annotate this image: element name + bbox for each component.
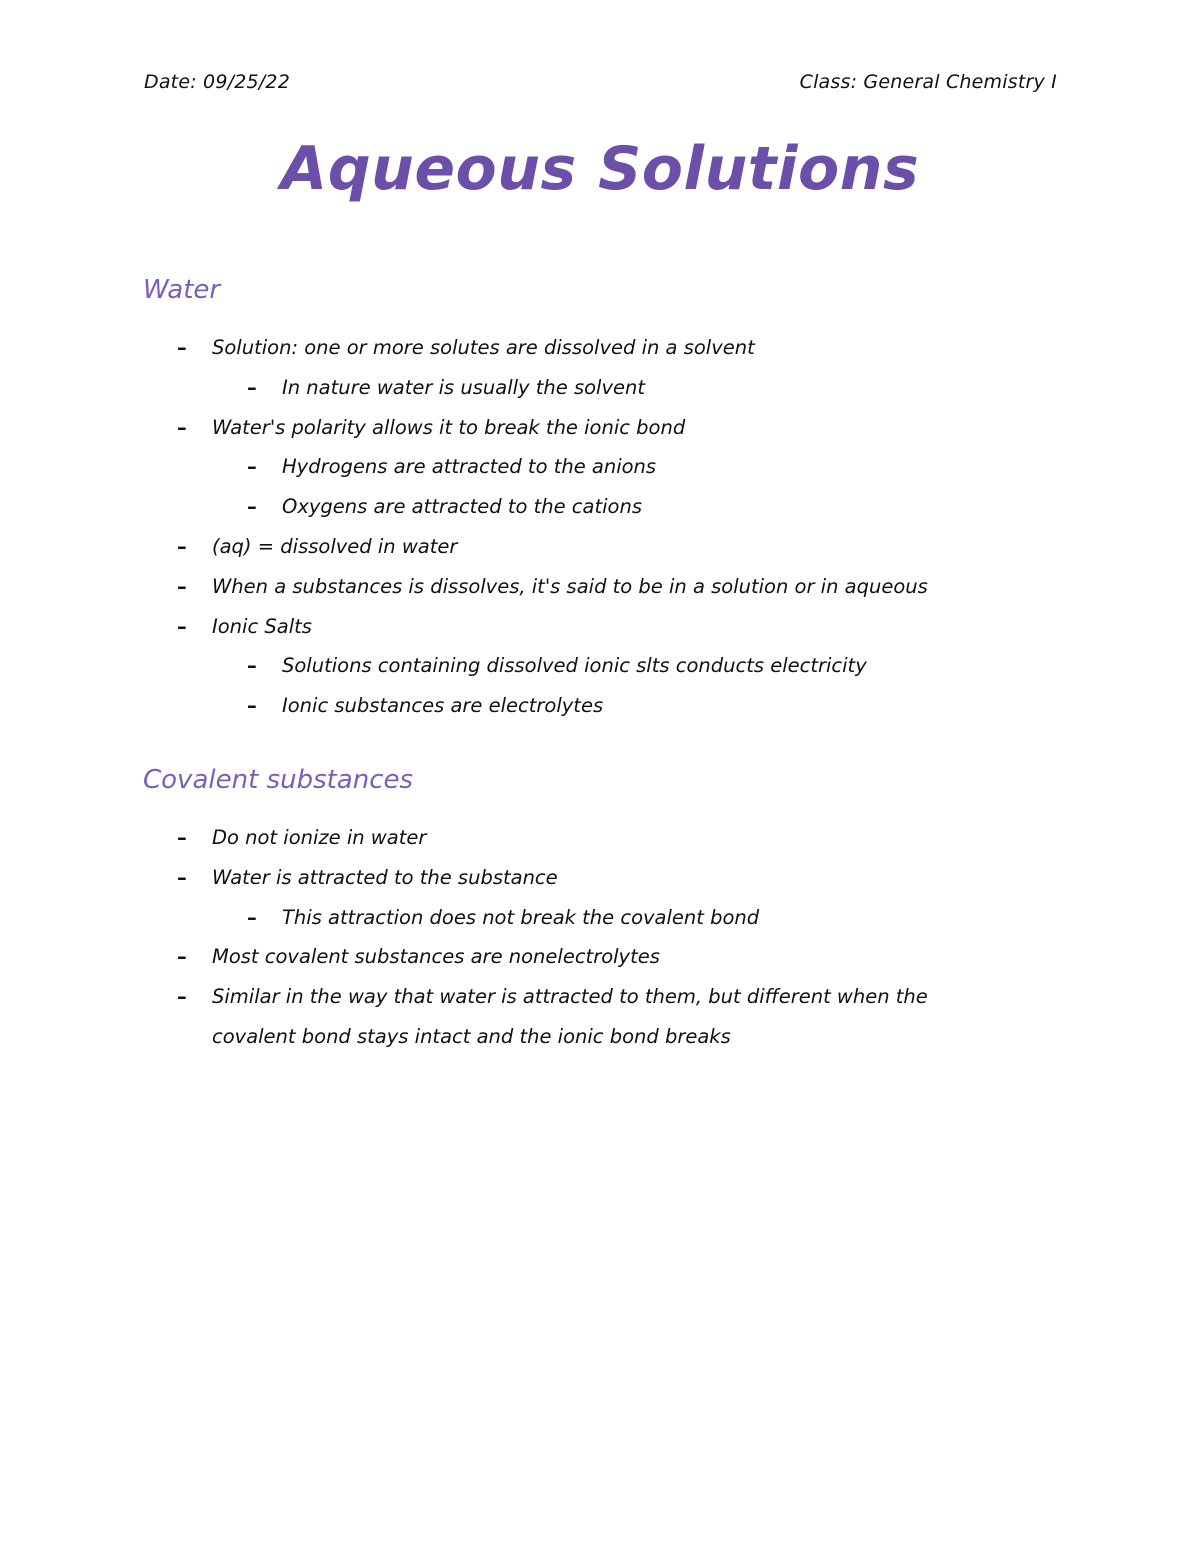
bullet-dash: – xyxy=(177,985,187,1009)
list-item xyxy=(143,646,1103,686)
list-item-text: Ionic substances are electrolytes xyxy=(282,694,604,718)
list-item-text: Solutions containing dissolved ionic slts conducts electricity xyxy=(282,654,867,678)
list-item-text: Hydrogens are attracted to the anions xyxy=(282,455,657,479)
list-item xyxy=(143,937,1103,977)
list-item xyxy=(143,567,1103,607)
bullet-dash: – xyxy=(247,375,257,399)
list-item-text: Water's polarity allows it to break the ionic bond xyxy=(212,415,686,439)
bullet-dash: – xyxy=(177,826,187,849)
bullet-list xyxy=(143,328,1103,726)
list-item xyxy=(143,487,1103,527)
bullet-list xyxy=(143,818,1103,1057)
list-item xyxy=(143,368,1103,408)
list-item-text: When a substances is dissolves, it's said to be in a solution or in aqueous xyxy=(212,574,928,598)
list-item-text: Ionic Salts xyxy=(212,614,312,638)
list-item xyxy=(143,818,1103,858)
list-item xyxy=(143,858,1103,898)
list-item xyxy=(143,607,1103,647)
bullet-dash: – xyxy=(177,614,187,638)
bullet-dash: – xyxy=(177,534,187,558)
bullet-dash: – xyxy=(247,905,257,929)
list-item xyxy=(143,408,1103,448)
list-item-text: Solution: one or more solutes are dissolved in a solvent xyxy=(212,336,755,359)
section-heading: Water xyxy=(143,275,221,305)
list-item-text: Similar in the way that water is attracted to them, but different when the covalent bond stays intact and the ionic bond breaks xyxy=(212,985,928,1048)
list-item xyxy=(143,898,1103,938)
bullet-dash: – xyxy=(247,654,257,678)
list-item-text: Water is attracted to the substance xyxy=(212,865,558,889)
list-item-text: Most covalent substances are nonelectrolytes xyxy=(212,945,660,969)
bullet-dash: – xyxy=(177,945,187,969)
bullet-dash: – xyxy=(247,495,257,519)
bullet-dash: – xyxy=(177,336,187,359)
bullet-dash: – xyxy=(177,415,187,439)
bullet-dash: – xyxy=(247,694,257,718)
list-item xyxy=(143,447,1103,487)
list-item-text: Do not ionize in water xyxy=(212,826,427,849)
section-heading: Covalent substances xyxy=(143,765,414,795)
list-item-text: (aq) = dissolved in water xyxy=(212,534,458,558)
section-covalent-substances xyxy=(143,762,1103,1057)
list-item-text: This attraction does not break the covalent bond xyxy=(282,905,760,929)
class-label: Class: General Chemistry I xyxy=(799,71,1057,93)
date-label: Date: 09/25/22 xyxy=(144,71,290,93)
list-item xyxy=(143,328,1103,368)
page-title: Aqueous Solutions xyxy=(280,134,920,204)
list-item xyxy=(143,686,1103,726)
list-item xyxy=(143,977,1012,1057)
bullet-dash: – xyxy=(247,455,257,479)
list-item xyxy=(143,527,1103,567)
section-water xyxy=(143,272,1103,726)
bullet-dash: – xyxy=(177,574,187,598)
list-item-text: In nature water is usually the solvent xyxy=(282,375,646,399)
bullet-dash: – xyxy=(177,865,187,889)
list-item-text: Oxygens are attracted to the cations xyxy=(282,495,642,519)
